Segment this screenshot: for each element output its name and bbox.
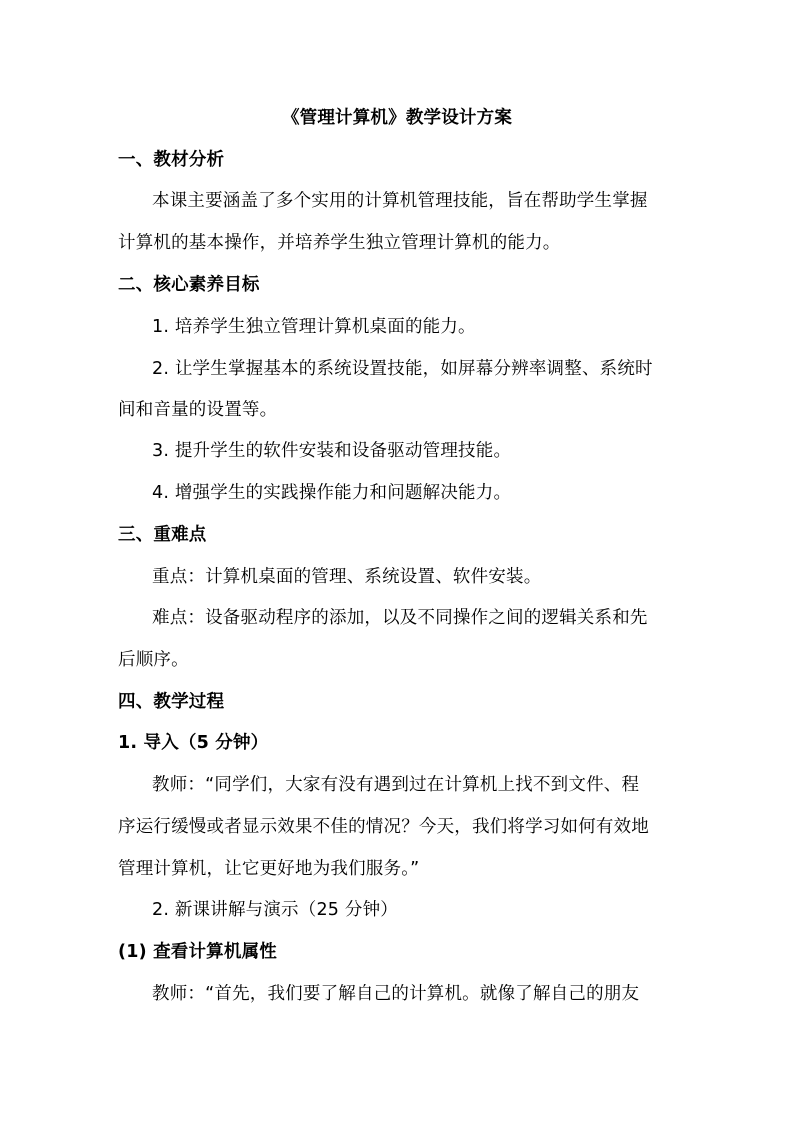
list-item-continuation: 间和音量的设置等。 [118, 400, 278, 420]
paragraph-line: 教师：“同学们，大家有没有遇到过在计算机上找不到文件、程 [152, 775, 640, 795]
section-heading-goals: 二、核心素养目标 [118, 275, 260, 295]
section-heading-materials: 一、教材分析 [118, 150, 225, 170]
document-title: 《管理计算机》教学设计方案 [281, 108, 513, 128]
list-item: 2. 让学生掌握基本的系统设置技能，如屏幕分辨率调整、系统时 [152, 359, 653, 379]
paragraph-line: 序运行缓慢或者显示效果不佳的情况？今天，我们将学习如何有效地 [118, 817, 649, 837]
list-item: 1. 培养学生独立管理计算机桌面的能力。 [152, 317, 476, 337]
sub-step-heading: (1) 查看计算机属性 [118, 942, 277, 962]
paragraph-line: 教师：“首先，我们要了解自己的计算机。就像了解自己的朋友 [152, 984, 640, 1004]
section-heading-key-points: 三、重难点 [118, 525, 207, 545]
list-item: 4. 增强学生的实践操作能力和问题解决能力。 [152, 483, 512, 503]
paragraph-line: 本课主要涵盖了多个实用的计算机管理技能，旨在帮助学生掌握 [152, 191, 648, 211]
step-heading: 1. 导入（5 分钟） [118, 733, 269, 753]
paragraph-line: 管理计算机，让它更好地为我们服务。” [118, 859, 420, 879]
step-heading: 2. 新课讲解与演示（25 分钟） [152, 900, 398, 920]
paragraph-line: 计算机的基本操作，并培养学生独立管理计算机的能力。 [118, 233, 561, 253]
section-heading-process: 四、教学过程 [118, 692, 225, 712]
list-item: 3. 提升学生的软件安装和设备驱动管理技能。 [152, 441, 512, 461]
paragraph-line: 重点：计算机桌面的管理、系统设置、软件安装。 [152, 567, 542, 587]
paragraph-line: 后顺序。 [118, 650, 189, 670]
paragraph-line: 难点：设备驱动程序的添加，以及不同操作之间的逻辑关系和先 [152, 608, 648, 628]
